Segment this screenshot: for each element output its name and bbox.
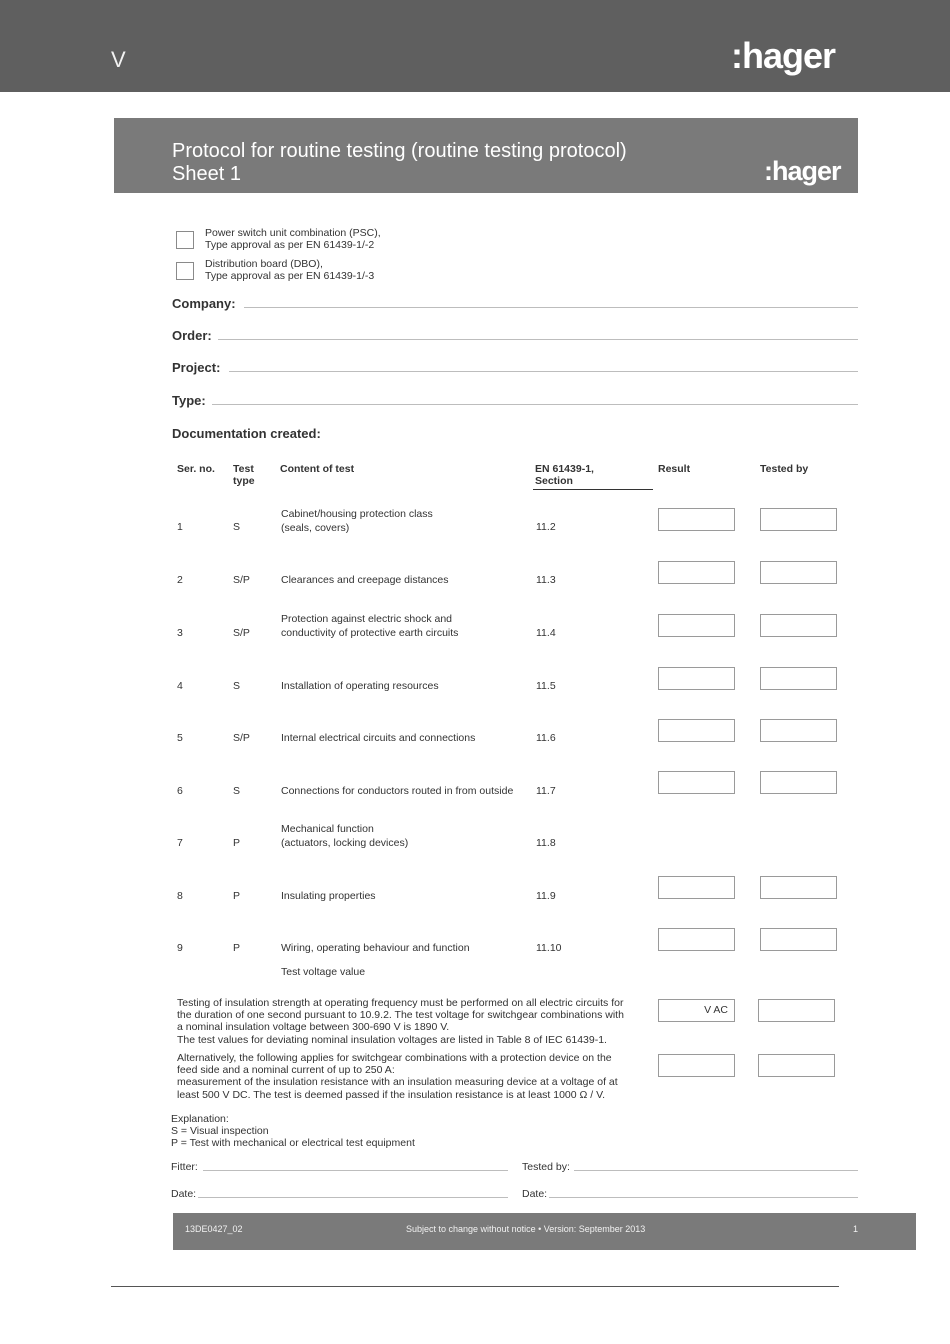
row-1-content-line1: Cabinet/housing protection class: [281, 508, 433, 520]
row-3-section: 11.4: [536, 627, 556, 639]
row-7-section: 11.8: [536, 837, 556, 849]
row-2-type: S/P: [233, 574, 250, 586]
row-9-content: [281, 927, 470, 955]
vac-tested-by-box[interactable]: [758, 999, 835, 1022]
row-2-tested-by-box[interactable]: [760, 561, 837, 584]
row-7-content-line2: (actuators, locking devices): [281, 837, 409, 849]
p1-line2: the duration of one second pursuant to 10.9.2. The test voltage for switchgear combinations with: [177, 1009, 624, 1022]
row-5-tested-by-box[interactable]: [760, 719, 837, 742]
row-8-content-line1: [281, 875, 376, 889]
row-8-content-line2: Insulating properties: [281, 890, 376, 902]
header-result: Result: [658, 463, 691, 475]
row-4-section: 11.5: [536, 680, 556, 692]
row-3-content-line2: conductivity of protective earth circuits: [281, 627, 459, 639]
footer-page: 1: [853, 1224, 859, 1234]
row-1-content-line2: (seals, covers): [281, 522, 350, 534]
section-letter: V: [111, 47, 126, 72]
order-field[interactable]: [218, 339, 858, 340]
date-right-label: Date:: [522, 1188, 548, 1200]
fitter-field[interactable]: [203, 1170, 508, 1171]
footer-bar: [173, 1213, 916, 1250]
row-1-no: 1: [177, 521, 183, 533]
row-8-no: 8: [177, 890, 183, 902]
hager-logo: :hager: [731, 35, 836, 76]
row-5-content-line2: Internal electrical circuits and connections: [281, 732, 476, 744]
row-2-section: 11.3: [536, 574, 556, 586]
company-field[interactable]: [244, 307, 858, 308]
row-9-type: P: [233, 942, 241, 954]
row-7-content-line1: Mechanical function: [281, 823, 374, 835]
bottom-rule: [111, 1286, 839, 1287]
row-5-section: 11.6: [536, 732, 556, 744]
row-1-type: S: [233, 521, 241, 533]
header-test-type: [233, 463, 255, 487]
order-label: Order:: [172, 328, 212, 343]
row-9-section: 11.10: [536, 942, 562, 954]
p2-line2: feed side and a nominal current of up to 250 A:: [177, 1064, 395, 1077]
row-2-content: [281, 559, 449, 587]
explanation-p: P = Test with mechanical or electrical test equipment: [171, 1137, 415, 1150]
row-4-content-line2: Installation of operating resources: [281, 680, 439, 692]
footer-code: 13DE0427_02: [185, 1224, 243, 1234]
row-2-content-line1: [281, 559, 449, 573]
header-test-type-line1: Test: [233, 463, 254, 475]
p1-line1: Testing of insulation strength at operating frequency must be performed on all electric circuits for: [177, 997, 624, 1009]
documentation-label: Documentation created:: [172, 426, 321, 441]
resistance-result-box[interactable]: [658, 1054, 735, 1077]
row-5-type: S/P: [233, 732, 250, 744]
p1-line4: The test values for deviating nominal insulation voltages are listed in Table 8 of IEC 61439-1.: [177, 1033, 607, 1046]
row-2-content-line2: Clearances and creepage distances: [281, 574, 449, 586]
row-2-no: 2: [177, 574, 183, 586]
row-6-no: 6: [177, 785, 183, 797]
psc-label-line2: Type approval as per EN 61439-1/-2: [205, 239, 375, 251]
row-3-content: [281, 612, 458, 640]
row-3-type: S/P: [233, 627, 250, 639]
top-header-bar: [0, 0, 950, 92]
type-field[interactable]: [212, 404, 858, 405]
fitter-label: Fitter:: [171, 1161, 198, 1173]
row-8-tested-by-box[interactable]: [760, 876, 837, 899]
row-4-no: 4: [177, 680, 183, 692]
tested-by-label: Tested by:: [522, 1161, 570, 1173]
footer-notice: Subject to change without notice • Version: September 2013: [406, 1224, 646, 1234]
project-field[interactable]: [229, 371, 858, 372]
row-4-result-box[interactable]: [658, 667, 735, 690]
row-8-result-box[interactable]: [658, 876, 735, 899]
row-8-content: [281, 875, 376, 903]
tested-by-field[interactable]: [574, 1170, 858, 1171]
insulation-strength-paragraph: [177, 997, 647, 1046]
section-header-underline: [533, 489, 653, 490]
row-4-tested-by-box[interactable]: [760, 667, 837, 690]
row-7-content: [281, 822, 408, 850]
row-9-content-line2: Wiring, operating behaviour and function: [281, 942, 470, 954]
dbo-label-line2: Type approval as per EN 61439-1/-3: [205, 270, 375, 282]
row-3-result-box[interactable]: [658, 614, 735, 637]
row-6-tested-by-box[interactable]: [760, 771, 837, 794]
row-6-result-box[interactable]: [658, 771, 735, 794]
sheet-title-line1: Protocol for routine testing (routine testing protocol): [172, 140, 627, 162]
row-7-no: 7: [177, 837, 183, 849]
sheet-title: [172, 140, 627, 186]
row-6-type: S: [233, 785, 241, 797]
sheet-title-block: [114, 118, 858, 193]
dbo-checkbox[interactable]: [176, 262, 194, 280]
header-section: [535, 463, 594, 487]
insulation-resistance-paragraph: [177, 1052, 647, 1101]
row-5-content: [281, 717, 475, 745]
row-3-no: 3: [177, 627, 183, 639]
date-left-label: Date:: [171, 1188, 197, 1200]
company-label: Company:: [172, 296, 236, 311]
type-label: Type:: [172, 393, 206, 408]
row-6-content-line2: Connections for conductors routed in from outside: [281, 785, 514, 797]
row-5-content-line1: [281, 717, 475, 731]
date-left-field[interactable]: [198, 1197, 508, 1198]
row-9-no: 9: [177, 942, 183, 954]
row-1-tested-by-box[interactable]: [760, 508, 837, 531]
explanation-s: S = Visual inspection: [171, 1125, 269, 1138]
header-test-type-line2: type: [233, 475, 255, 487]
row-9-tested-by-box[interactable]: [760, 928, 837, 951]
row-3-tested-by-box[interactable]: [760, 614, 837, 637]
row-2-result-box[interactable]: [658, 561, 735, 584]
vac-result-box[interactable]: V AC: [658, 999, 735, 1022]
psc-checkbox[interactable]: [176, 231, 194, 249]
header-tested-by: Tested by: [760, 463, 809, 475]
row-6-content: [281, 770, 513, 798]
sheet-hager-logo: :hager: [764, 156, 841, 186]
row-5-result-box[interactable]: [658, 719, 735, 742]
resistance-tested-by-box[interactable]: [758, 1054, 835, 1077]
row-3-content-line1: Protection against electric shock and: [281, 613, 453, 625]
row-1-content: [281, 507, 433, 535]
row-4-type: S: [233, 680, 241, 692]
row-7-type: P: [233, 837, 241, 849]
project-label: Project:: [172, 360, 221, 375]
row-6-section: 11.7: [536, 785, 556, 797]
dbo-label-line1: Distribution board (DBO),: [205, 258, 323, 270]
row-8-type: P: [233, 890, 241, 902]
row-1-result-box[interactable]: [658, 508, 735, 531]
date-right-field[interactable]: [549, 1197, 858, 1198]
row-8-section: 11.9: [536, 890, 556, 902]
psc-label: [205, 227, 381, 251]
header-section-line1: EN 61439-1,: [535, 463, 594, 475]
p2-line4: least 500 V DC. The test is deemed passed if the insulation resistance is at least 1000 Ω / V.: [177, 1088, 606, 1101]
explanation-title: Explanation:: [171, 1113, 229, 1125]
row-4-content-line1: [281, 665, 439, 679]
header-section-line2: Section: [535, 475, 573, 487]
header-content: Content of test: [280, 463, 355, 475]
row-4-content: [281, 665, 439, 693]
dbo-label: [205, 258, 374, 282]
p2-line1: Alternatively, the following applies for switchgear combinations with a protection device on the: [177, 1052, 612, 1064]
explanation: [171, 1113, 641, 1150]
row-9-result-box[interactable]: [658, 928, 735, 951]
sheet-title-line2: Sheet 1: [172, 163, 241, 185]
p1-line3: a nominal insulation voltage between 300-690 V is 1890 V.: [177, 1021, 450, 1034]
test-voltage-label: Test voltage value: [281, 966, 366, 978]
header-ser-no: Ser. no.: [177, 463, 215, 475]
row-1-section: 11.2: [536, 521, 556, 533]
row-5-no: 5: [177, 732, 183, 744]
p2-line3: measurement of the insulation resistance with an insulation measuring device at a voltage of at: [177, 1076, 618, 1089]
row-6-content-line1: [281, 770, 513, 784]
psc-label-line1: Power switch unit combination (PSC),: [205, 227, 381, 239]
row-9-content-line1: [281, 927, 470, 941]
